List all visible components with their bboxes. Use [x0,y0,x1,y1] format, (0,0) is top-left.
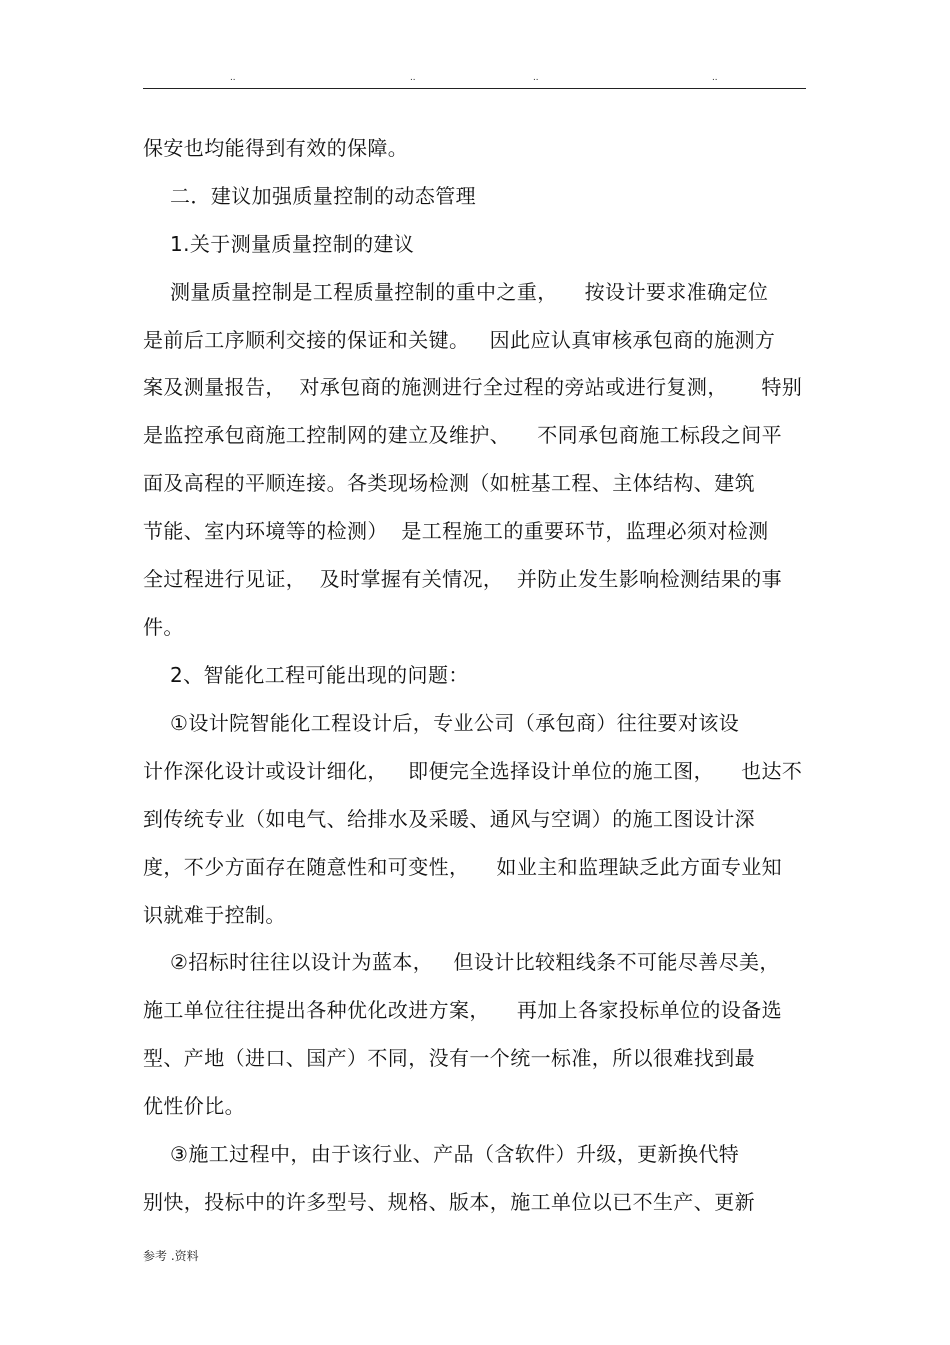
text-line: 型、产地（进口、国产）不同，没有一个统一标准，所以很难找到最 [143,1046,755,1070]
text-line: 度，不少方面存在随意性和可变性， 如业主和监理缺乏此方面专业知 [143,855,783,879]
text-line: 件。 [143,615,184,639]
header-mark-3: .. [533,72,539,83]
text-line: 节能、室内环境等的检测） 是工程施工的重要环节，监理必须对检测 [143,519,769,543]
section-heading: 二．建议加强质量控制的动态管理 [143,184,477,208]
text-line: 优性价比。 [143,1094,245,1118]
header-mark-4: .. [712,72,718,83]
text-line: 案及测量报告， 对承包商的施测进行全过程的旁站或进行复测， 特别 [143,375,803,399]
text-line: 识就难于控制。 [143,903,286,927]
text-line: 计作深化设计或设计细化， 即便完全选择设计单位的施工图， 也达不 [143,759,803,783]
text-line: ①设计院智能化工程设计后，专业公司（承包商）往往要对该设 [143,711,740,735]
text-line: 保安也均能得到有效的保障。 [143,136,409,160]
text-line: 是监控承包商施工控制网的建立及维护、 不同承包商施工标段之间平 [143,423,783,447]
subsection-heading: 1.关于测量质量控制的建议 [143,232,415,256]
text-line: 测量质量控制是工程质量控制的重中之重， 按设计要求准确定位 [143,280,769,304]
text-line: 面及高程的平顺连接。各类现场检测（如桩基工程、主体结构、建筑 [143,471,755,495]
text-line: 全过程进行见证， 及时掌握有关情况， 并防止发生影响检测结果的事 [143,567,783,591]
text-line: ③施工过程中，由于该行业、产品（含软件）升级，更新换代特 [143,1142,740,1166]
text-line: 别快，投标中的许多型号、规格、版本，施工单位以已不生产、更新 [143,1190,755,1214]
text-line: 施工单位往往提出各种优化改进方案， 再加上各家投标单位的设备选 [143,998,783,1022]
text-line: ②招标时往往以设计为蓝本， 但设计比较粗线条不可能尽善尽美， [143,950,780,974]
header-mark-1: .. [230,72,236,83]
subsection-heading: 2、智能化工程可能出现的问题： [143,663,469,687]
text-line: 到传统专业（如电气、给排水及采暖、通风与空调）的施工图设计深 [143,807,755,831]
page-footer: 参考 .资料 [143,1249,199,1263]
text-line: 是前后工序顺利交接的保证和关键。 因此应认真审核承包商的施测方 [143,328,776,352]
header-mark-2: .. [410,72,416,83]
header-divider [143,88,806,89]
